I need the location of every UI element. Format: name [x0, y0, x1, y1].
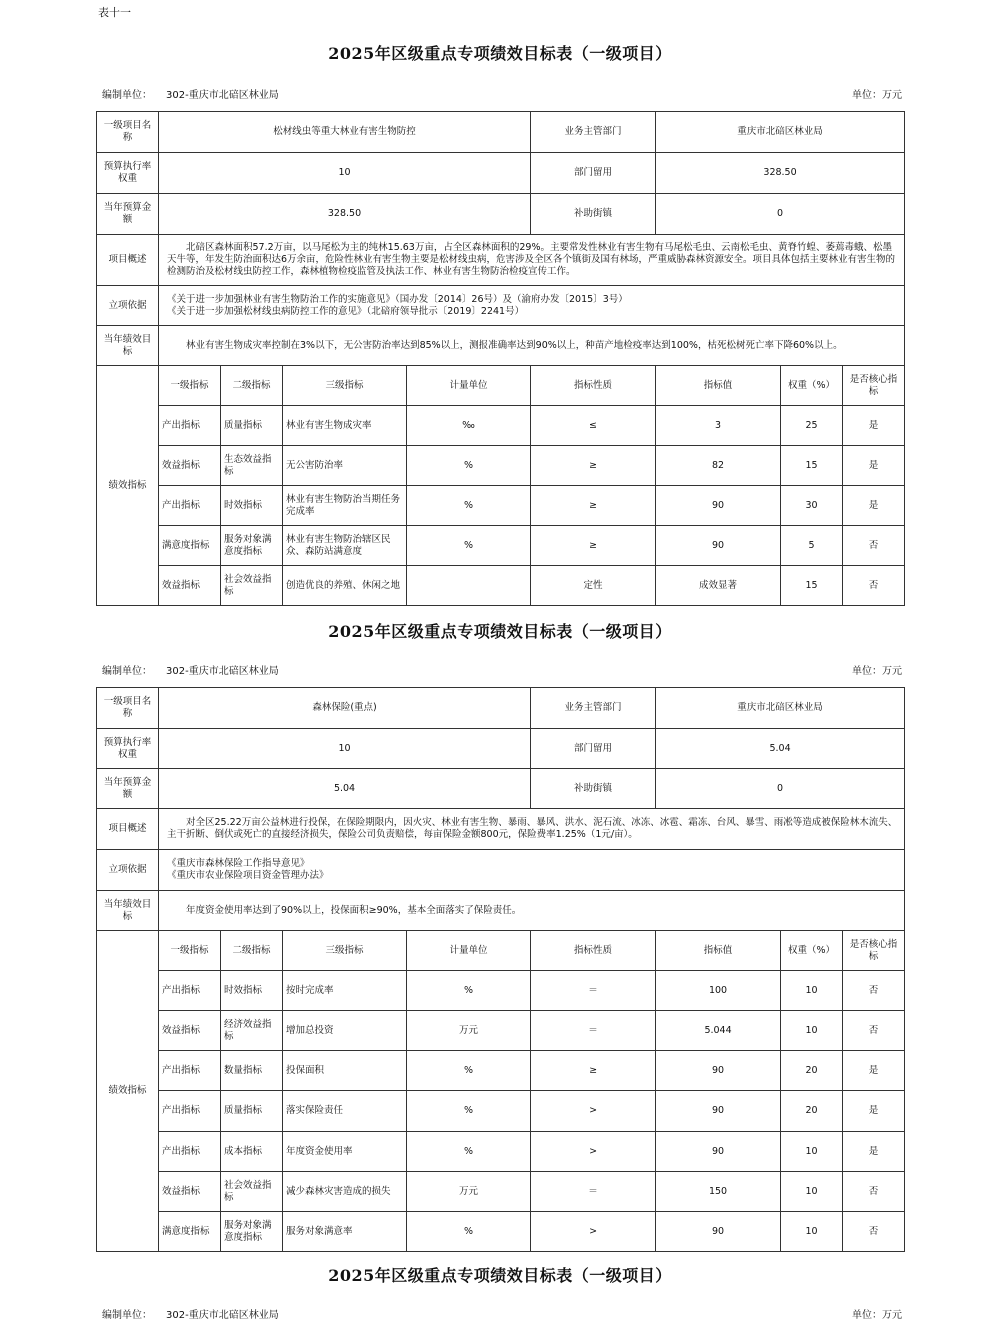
col-nature-header: 指标性质	[531, 931, 656, 971]
indicator-weight: 10	[781, 1132, 843, 1172]
org-label: 编制单位：	[102, 666, 152, 677]
overview-label: 项目概述	[97, 809, 159, 850]
indicator-level2: 服务对象满意度指标	[221, 526, 283, 566]
indicator-row	[97, 1051, 905, 1091]
col-level1-header: 一级指标	[159, 366, 221, 406]
performance-table	[96, 687, 905, 1252]
col-unit-header: 计量单位	[407, 366, 531, 406]
basis-line: 《重庆市森林保险工作指导意见》	[167, 858, 310, 870]
annual-budget-value: 5.04	[159, 769, 531, 809]
annual-goal-label: 当年绩效目标	[97, 326, 159, 366]
indicator-unit: 万元	[407, 1011, 531, 1051]
subsidy-value: 0	[656, 194, 905, 235]
indicator-level3: 落实保险责任	[283, 1091, 407, 1132]
subsidy-value: 0	[656, 769, 905, 809]
indicator-unit: %	[407, 1132, 531, 1172]
indicator-unit: %	[407, 486, 531, 526]
overview-row	[97, 235, 905, 286]
indicator-nature: >	[531, 1091, 656, 1132]
indicator-unit: %	[407, 1091, 531, 1132]
indicator-header-row	[97, 931, 905, 971]
budget-weight-value: 10	[159, 729, 531, 769]
indicator-level1: 效益指标	[159, 1172, 221, 1212]
indicator-level2: 社会效益指标	[221, 566, 283, 606]
indicator-level1: 产出指标	[159, 971, 221, 1011]
overview-text: 北碚区森林面积57.2万亩，以马尾松为主的纯林15.63万亩，占全区森林面积的29%。主要常发性林业有害生物有马尾松毛虫、云南松毛虫、黄脊竹蝗、萎蔫毒蛾、松墨天牛等，年发生防治面积达6万余亩，危险性林业有害生物主要是松材线虫病，危害涉及全区各个镇街及国有林场，严重威胁森林资源安全。项目具体包括主要林业有害生物的检测防治及松材线虫防控工作，森林植物检疫监管及执法工作、林业有害生物防治检疫宣传工作。	[167, 242, 896, 277]
indicator-core: 否	[843, 526, 905, 566]
indicator-weight: 20	[781, 1091, 843, 1132]
indicator-core: 是	[843, 486, 905, 526]
annual-budget-value: 328.50	[159, 194, 531, 235]
indicator-level2: 生态效益指标	[221, 446, 283, 486]
annual-goal-text: 林业有害生物成灾率控制在3%以下，无公害防治率达到85%以上，测报准确率达到90%以上，种苗产地检疫率达到100%，枯死松树死亡率下降60%以上。	[186, 339, 843, 351]
col-value-header: 指标值	[656, 366, 781, 406]
dept-budget-value: 5.04	[656, 729, 905, 769]
indicator-unit: %	[407, 1212, 531, 1252]
indicator-core: 否	[843, 1011, 905, 1051]
col-value-header: 指标值	[656, 931, 781, 971]
indicator-row	[97, 1212, 905, 1252]
indicator-weight: 5	[781, 526, 843, 566]
basis-row	[97, 286, 905, 326]
org-name: 302-重庆市北碚区林业局	[166, 90, 279, 101]
indicator-level3: 无公害防治率	[283, 446, 407, 486]
col-core-header: 是否核心指标	[843, 931, 905, 971]
indicator-level1: 产出指标	[159, 1051, 221, 1091]
basis-line: 《关于进一步加强松材线虫病防控工作的意见》（北碚府领导批示〔2019〕2241号）	[167, 305, 525, 317]
indicator-level2: 成本指标	[221, 1132, 283, 1172]
indicator-core: 是	[843, 406, 905, 446]
annual-goal-row	[97, 326, 905, 366]
col-unit-header: 计量单位	[407, 931, 531, 971]
indicator-nature: >	[531, 1132, 656, 1172]
indicator-level2: 服务对象满意度指标	[221, 1212, 283, 1252]
indicator-level3: 创造优良的养殖、休闲之地	[283, 566, 407, 606]
indicator-weight: 10	[781, 971, 843, 1011]
org-info	[102, 1306, 279, 1321]
indicator-level3: 服务对象满意率	[283, 1212, 407, 1252]
indicator-unit: ‰	[407, 406, 531, 446]
col-level2-header: 二级指标	[221, 931, 283, 971]
project-name: 森林保险(重点)	[159, 688, 531, 729]
org-info	[102, 662, 279, 677]
indicator-unit	[407, 566, 531, 606]
indicator-header-row	[97, 366, 905, 406]
col-weight-header: 权重（%）	[781, 366, 843, 406]
indicator-level2: 经济效益指标	[221, 1011, 283, 1051]
indicator-level3: 增加总投资	[283, 1011, 407, 1051]
org-info	[102, 86, 279, 101]
project-name-label: 一级项目名称	[97, 688, 159, 729]
indicator-value: 成效显著	[656, 566, 781, 606]
indicator-nature: 定性	[531, 566, 656, 606]
indicator-level3: 林业有害生物防治辖区民众、森防站满意度	[283, 526, 407, 566]
indicator-row	[97, 526, 905, 566]
indicator-value: 150	[656, 1172, 781, 1212]
indicator-value: 5.044	[656, 1011, 781, 1051]
indicator-weight: 30	[781, 486, 843, 526]
col-level3-header: 三级指标	[283, 366, 407, 406]
indicator-core: 是	[843, 1132, 905, 1172]
indicator-level2: 时效指标	[221, 971, 283, 1011]
indicator-weight: 10	[781, 1011, 843, 1051]
indicator-level3: 投保面积	[283, 1051, 407, 1091]
indicator-level3: 减少森林灾害造成的损失	[283, 1172, 407, 1212]
indicator-row	[97, 446, 905, 486]
indicator-weight: 20	[781, 1051, 843, 1091]
indicator-nature: ≥	[531, 486, 656, 526]
indicator-weight: 10	[781, 1212, 843, 1252]
indicator-core: 否	[843, 1212, 905, 1252]
meta-row	[102, 86, 902, 101]
indicator-level2: 社会效益指标	[221, 1172, 283, 1212]
indicator-row	[97, 971, 905, 1011]
subsidy-label: 补助街镇	[531, 769, 656, 809]
basis-line: 《关于进一步加强林业有害生物防治工作的实施意见》（国办发〔2014〕26号）及（渝府办发〔2015〕3号）	[167, 293, 628, 305]
annual-budget-label: 当年预算金额	[97, 769, 159, 809]
indicator-level2: 数量指标	[221, 1051, 283, 1091]
indicator-weight: 15	[781, 566, 843, 606]
overview-label: 项目概述	[97, 235, 159, 286]
indicator-nature: ≤	[531, 406, 656, 446]
col-level3-header: 三级指标	[283, 931, 407, 971]
project-name-row	[97, 112, 905, 153]
indicator-level1: 产出指标	[159, 1132, 221, 1172]
indicator-weight: 15	[781, 446, 843, 486]
indicator-weight: 25	[781, 406, 843, 446]
indicator-core: 否	[843, 566, 905, 606]
perf-indicators-label: 绩效指标	[97, 366, 159, 606]
project-name-label: 一级项目名称	[97, 112, 159, 153]
indicator-level2: 质量指标	[221, 1091, 283, 1132]
document-title: 2025年区级重点专项绩效目标表（一级项目）	[328, 44, 672, 63]
dept-budget-value: 328.50	[656, 153, 905, 194]
perf-indicators-label: 绩效指标	[97, 931, 159, 1252]
indicator-row	[97, 486, 905, 526]
project-name-row	[97, 688, 905, 729]
indicator-row	[97, 1172, 905, 1212]
document-title: 2025年区级重点专项绩效目标表（一级项目）	[328, 1266, 672, 1285]
indicator-level3: 林业有害生物防治当期任务完成率	[283, 486, 407, 526]
indicator-value: 90	[656, 1091, 781, 1132]
indicator-nature: ＝	[531, 1011, 656, 1051]
indicator-level2: 时效指标	[221, 486, 283, 526]
dept-value: 重庆市北碚区林业局	[656, 688, 905, 729]
indicator-row	[97, 1132, 905, 1172]
indicator-unit: 万元	[407, 1172, 531, 1212]
indicator-value: 3	[656, 406, 781, 446]
org-label: 编制单位：	[102, 1310, 152, 1321]
indicator-level1: 效益指标	[159, 566, 221, 606]
basis-line: 《重庆市农业保险项目资金管理办法》	[167, 870, 329, 881]
performance-table	[96, 111, 905, 606]
budget-weight-label: 预算执行率权重	[97, 729, 159, 769]
col-nature-header: 指标性质	[531, 366, 656, 406]
meta-row	[102, 662, 902, 677]
indicator-level1: 产出指标	[159, 486, 221, 526]
col-weight-header: 权重（%）	[781, 931, 843, 971]
overview-text: 对全区25.22万亩公益林进行投保，在保险期限内，因火灾、林业有害生物、暴雨、暴风、洪水、泥石流、冰冻、冰雹、霜冻、台风、暴雪、雨凇等造成被保险林木流失、主干折断、倒伏或死亡的直接经济损失，保险公司负责赔偿，每亩保险金额800元，保险费率1.25%（1元/亩）。	[167, 817, 898, 840]
indicator-level1: 产出指标	[159, 406, 221, 446]
indicator-nature: ≥	[531, 526, 656, 566]
budget-weight-row	[97, 153, 905, 194]
org-label: 编制单位：	[102, 90, 152, 101]
indicator-unit: %	[407, 1051, 531, 1091]
unit-label: 单位：万元	[852, 666, 902, 677]
dept-value: 重庆市北碚区林业局	[656, 112, 905, 153]
indicator-level3: 林业有害生物成灾率	[283, 406, 407, 446]
dept-budget-label: 部门留用	[531, 153, 656, 194]
indicator-value: 90	[656, 1212, 781, 1252]
basis-label: 立项依据	[97, 286, 159, 326]
col-core-header: 是否核心指标	[843, 366, 905, 406]
indicator-value: 90	[656, 1051, 781, 1091]
basis-row	[97, 850, 905, 891]
indicator-unit: %	[407, 446, 531, 486]
indicator-nature: ≥	[531, 446, 656, 486]
indicator-unit: %	[407, 971, 531, 1011]
project-name: 松材线虫等重大林业有害生物防控	[159, 112, 531, 153]
unit-label: 单位：万元	[852, 90, 902, 101]
org-name: 302-重庆市北碚区林业局	[166, 666, 279, 677]
overview-row	[97, 809, 905, 850]
indicator-value: 100	[656, 971, 781, 1011]
indicator-core: 否	[843, 1172, 905, 1212]
indicator-level1: 满意度指标	[159, 526, 221, 566]
annual-budget-row	[97, 769, 905, 809]
dept-label: 业务主管部门	[531, 112, 656, 153]
budget-weight-label: 预算执行率权重	[97, 153, 159, 194]
document-title: 2025年区级重点专项绩效目标表（一级项目）	[328, 622, 672, 641]
annual-goal-label: 当年绩效目标	[97, 891, 159, 931]
indicator-unit: %	[407, 526, 531, 566]
budget-weight-row	[97, 729, 905, 769]
indicator-value: 82	[656, 446, 781, 486]
indicator-core: 否	[843, 971, 905, 1011]
unit-label: 单位：万元	[852, 1310, 902, 1321]
org-name: 302-重庆市北碚区林业局	[166, 1310, 279, 1321]
dept-budget-label: 部门留用	[531, 729, 656, 769]
indicator-core: 是	[843, 1091, 905, 1132]
subsidy-label: 补助街镇	[531, 194, 656, 235]
indicator-level1: 效益指标	[159, 1011, 221, 1051]
indicator-core: 是	[843, 446, 905, 486]
indicator-row	[97, 1091, 905, 1132]
table-number-label: 表十一	[98, 6, 131, 19]
indicator-weight: 10	[781, 1172, 843, 1212]
indicator-nature: ≥	[531, 1051, 656, 1091]
annual-goal-text: 年度资金使用率达到了90%以上，投保面积≥90%，基本全面落实了保险责任。	[186, 904, 522, 916]
col-level1-header: 一级指标	[159, 931, 221, 971]
indicator-value: 90	[656, 1132, 781, 1172]
indicator-nature: >	[531, 1212, 656, 1252]
indicator-row	[97, 566, 905, 606]
indicator-level3: 年度资金使用率	[283, 1132, 407, 1172]
indicator-level2: 质量指标	[221, 406, 283, 446]
indicator-level1: 产出指标	[159, 1091, 221, 1132]
indicator-core: 是	[843, 1051, 905, 1091]
annual-goal-row	[97, 891, 905, 931]
annual-budget-row	[97, 194, 905, 235]
indicator-nature: ＝	[531, 971, 656, 1011]
indicator-value: 90	[656, 486, 781, 526]
col-level2-header: 二级指标	[221, 366, 283, 406]
basis-label: 立项依据	[97, 850, 159, 891]
indicator-row	[97, 406, 905, 446]
indicator-nature: ＝	[531, 1172, 656, 1212]
annual-budget-label: 当年预算金额	[97, 194, 159, 235]
indicator-row	[97, 1011, 905, 1051]
indicator-level3: 按时完成率	[283, 971, 407, 1011]
meta-row	[102, 1306, 902, 1321]
dept-label: 业务主管部门	[531, 688, 656, 729]
indicator-level1: 满意度指标	[159, 1212, 221, 1252]
budget-weight-value: 10	[159, 153, 531, 194]
indicator-value: 90	[656, 526, 781, 566]
indicator-level1: 效益指标	[159, 446, 221, 486]
